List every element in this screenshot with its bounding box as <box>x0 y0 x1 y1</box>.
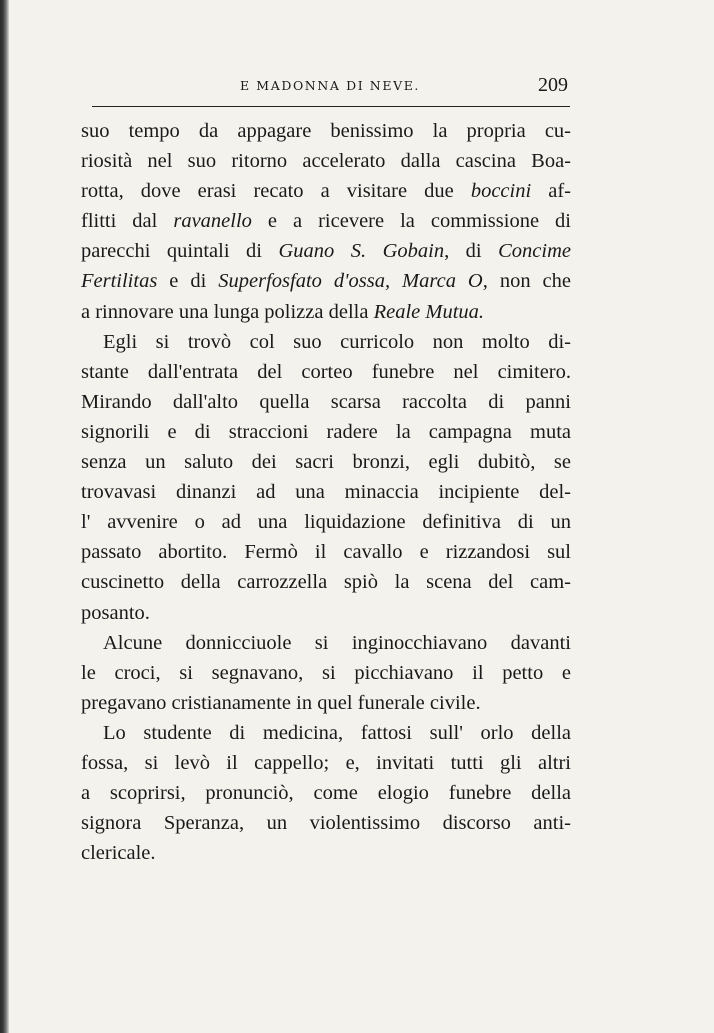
text-segment: signora Speranza, un violentissimo discorso anti- <box>81 812 571 835</box>
running-title: E MADONNA DI NEVE. <box>240 78 420 93</box>
text-line <box>81 206 571 236</box>
text-line <box>81 808 571 838</box>
text-segment: posanto. <box>81 601 150 624</box>
text-segment: a rinnovare una lunga polizza della <box>81 300 374 323</box>
italic-text: Concime <box>498 240 571 263</box>
running-header <box>90 74 570 98</box>
text-segment: parecchi quintali di <box>81 240 279 263</box>
italic-text: Reale Mutua. <box>373 300 485 323</box>
text-line <box>81 718 571 748</box>
text-segment: riosità nel suo ritorno accelerato dalla cascina Boa- <box>81 150 571 173</box>
text-segment: flitti dal <box>81 210 174 233</box>
italic-text: Guano S. Gobain <box>278 240 445 263</box>
italic-text: ravanello <box>173 210 252 233</box>
text-line <box>81 266 571 296</box>
text-line <box>81 447 571 477</box>
text-line <box>81 658 571 688</box>
text-line <box>81 778 571 808</box>
text-line <box>81 236 571 266</box>
text-segment: e di <box>157 270 219 293</box>
text-line <box>81 176 571 206</box>
italic-text: Fertilitas <box>81 270 158 293</box>
text-segment: signorili e di straccioni radere la campagna muta <box>81 420 571 443</box>
text-line <box>81 567 571 597</box>
text-segment: Egli si trovò col suo curricolo non molto di- <box>103 330 571 353</box>
header-rule <box>92 106 570 107</box>
page-binding-edge <box>0 0 9 1033</box>
text-segment: pregavano cristianamente in quel funerale civile. <box>81 691 481 714</box>
italic-text: boccini <box>470 180 532 203</box>
text-segment: a scoprirsi, pronunciò, come elogio funebre della <box>81 782 571 805</box>
text-segment: af- <box>531 180 571 203</box>
text-line <box>81 387 571 417</box>
page-number: 209 <box>538 74 568 96</box>
text-line <box>81 537 571 567</box>
text-segment: clericale. <box>81 842 156 865</box>
text-segment: e a ricevere la commissione di <box>251 210 571 233</box>
text-segment: , di <box>444 240 499 263</box>
text-segment: Mirando dall'alto quella scarsa raccolta di panni <box>81 390 571 413</box>
body-text <box>81 116 571 868</box>
text-segment: Alcune donnicciuole si inginocchiavano davanti <box>103 631 571 654</box>
text-segment: senza un saluto dei sacri bronzi, egli dubitò, se <box>81 451 571 474</box>
text-segment: passato abortito. Fermò il cavallo e rizzandosi sul <box>81 541 571 564</box>
text-segment: suo tempo da appagare benissimo la propria cu- <box>81 120 571 142</box>
text-line <box>81 628 571 658</box>
text-segment: non che <box>487 270 571 293</box>
text-line <box>81 327 571 357</box>
text-segment: l' avvenire o ad una liquidazione definitiva di un <box>81 511 571 534</box>
text-segment: Lo studente di medicina, fattosi sull' orlo della <box>103 721 571 744</box>
text-line <box>81 598 571 628</box>
text-segment: le croci, si segnavano, si picchiavano il petto e <box>81 661 571 684</box>
text-segment: fossa, si levò il cappello; e, invitati tutti gli altri <box>81 751 571 774</box>
text-line <box>81 748 571 778</box>
text-line <box>81 146 571 176</box>
text-line <box>81 838 571 868</box>
text-segment: cuscinetto della carrozzella spiò la scena del cam- <box>81 571 571 594</box>
text-line <box>81 417 571 447</box>
text-line <box>81 357 571 387</box>
text-line <box>81 477 571 507</box>
text-segment: rotta, dove erasi recato a visitare due <box>81 180 471 203</box>
text-line <box>81 297 571 327</box>
text-segment: stante dall'entrata del corteo funebre nel cimitero. <box>81 360 571 383</box>
text-line <box>81 116 571 146</box>
italic-text: Superfosfato d'ossa, Marca O, <box>218 270 488 293</box>
text-line <box>81 507 571 537</box>
text-line <box>81 688 571 718</box>
text-segment: trovavasi dinanzi ad una minaccia incipiente del- <box>81 481 571 504</box>
